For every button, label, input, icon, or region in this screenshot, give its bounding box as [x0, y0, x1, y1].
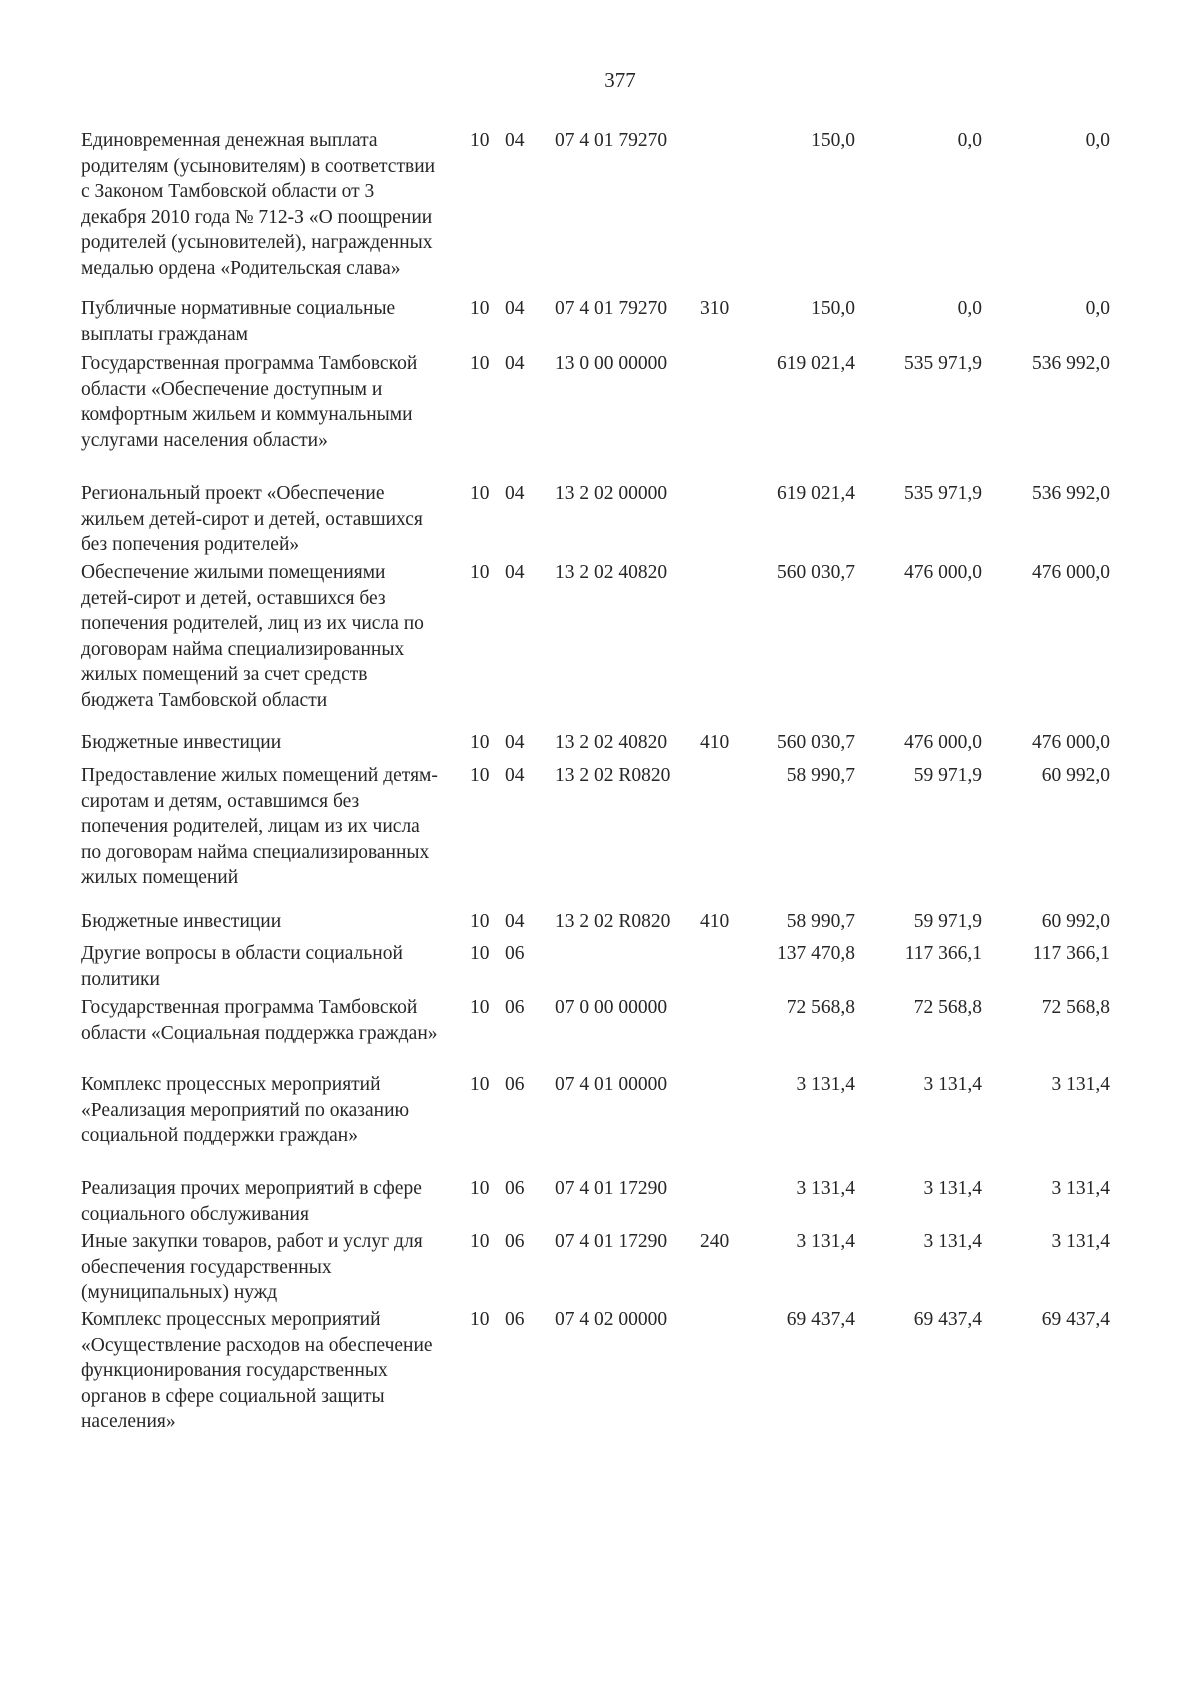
amount-year-3: 536 992,0: [1032, 483, 1110, 504]
subsection-code: 04: [505, 765, 525, 786]
subsection-code: 06: [505, 997, 525, 1018]
subsection-code: 06: [505, 1309, 525, 1330]
amount-year-2: 59 971,9: [913, 765, 982, 786]
row-description: Региональный проект «Обеспечение жильем детей-сирот и детей, оставшихся без попечения родителей»: [81, 483, 423, 555]
amount-year-3: 536 992,0: [1032, 353, 1110, 374]
subsection-code: 04: [505, 353, 525, 374]
target-article-code: 07 4 02 00000: [555, 1309, 668, 1330]
amount-year-2: 72 568,8: [913, 997, 982, 1018]
subsection-code: 04: [505, 911, 525, 932]
amount-year-2: 69 437,4: [913, 1309, 982, 1330]
section-code: 10: [470, 130, 490, 151]
expense-type-code: 410: [700, 732, 730, 753]
amount-year-1: 150,0: [811, 130, 855, 151]
amount-year-3: 476 000,0: [1032, 732, 1110, 753]
row-description: Государственная программа Тамбовской области «Социальная поддержка граждан»: [81, 997, 438, 1044]
amount-year-1: 619 021,4: [777, 353, 855, 374]
amount-year-2: 535 971,9: [904, 483, 982, 504]
section-code: 10: [470, 353, 490, 374]
section-code: 10: [470, 483, 490, 504]
section-code: 10: [470, 1231, 490, 1252]
subsection-code: 06: [505, 1231, 525, 1252]
row-description: Единовременная денежная выплата родителям (усыновителям) в соответствии с Законом Тамбовской области от 3 декабря 2010 года № 712-З «О поощрении родителей (усыновителей), награжденных медалью ордена «Родительская слава»: [81, 130, 436, 279]
target-article-code: 07 4 01 79270: [555, 130, 668, 151]
amount-year-2: 0,0: [957, 298, 982, 319]
amount-year-2: 3 131,4: [923, 1178, 982, 1199]
subsection-code: 06: [505, 943, 525, 964]
section-code: 10: [470, 1074, 490, 1095]
row-description: Другие вопросы в области социальной политики: [81, 943, 403, 990]
target-article-code: 13 2 02 00000: [555, 483, 668, 504]
amount-year-1: 3 131,4: [796, 1231, 855, 1252]
amount-year-3: 476 000,0: [1032, 562, 1110, 583]
target-article-code: 13 2 02 R0820: [555, 765, 671, 786]
row-description: Комплекс процессных мероприятий «Реализация мероприятий по оказанию социальной поддержки граждан»: [81, 1074, 410, 1146]
amount-year-3: 3 131,4: [1051, 1178, 1110, 1199]
target-article-code: 13 0 00 00000: [555, 353, 668, 374]
section-code: 10: [470, 298, 490, 319]
row-description: Бюджетные инвестиции: [81, 732, 282, 753]
amount-year-1: 560 030,7: [777, 562, 855, 583]
amount-year-1: 3 131,4: [796, 1074, 855, 1095]
amount-year-1: 619 021,4: [777, 483, 855, 504]
target-article-code: 13 2 02 R0820: [555, 911, 671, 932]
section-code: 10: [470, 765, 490, 786]
amount-year-3: 72 568,8: [1041, 997, 1110, 1018]
target-article-code: 07 4 01 17290: [555, 1231, 668, 1252]
subsection-code: 06: [505, 1178, 525, 1199]
amount-year-1: 3 131,4: [796, 1178, 855, 1199]
subsection-code: 04: [505, 732, 525, 753]
amount-year-1: 150,0: [811, 298, 855, 319]
target-article-code: 13 2 02 40820: [555, 562, 668, 583]
row-description: Комплекс процессных мероприятий «Осуществление расходов на обеспечение функционирования государственных органов в сфере социальной защиты населения»: [81, 1309, 433, 1432]
row-description: Предоставление жилых помещений детям-сиротам и детям, оставшимся без попечения родителей, лицам из их числа по договорам найма специализированных жилых помещений: [81, 765, 438, 888]
section-code: 10: [470, 1309, 490, 1330]
amount-year-3: 3 131,4: [1051, 1074, 1110, 1095]
row-description: Публичные нормативные социальные выплаты гражданам: [81, 298, 396, 345]
amount-year-1: 69 437,4: [786, 1309, 855, 1330]
section-code: 10: [470, 997, 490, 1018]
amount-year-2: 476 000,0: [904, 562, 982, 583]
row-description: Обеспечение жилыми помещениями детей-сирот и детей, оставшихся без попечения родителей, лиц из их числа по договорам найма специализированных жилых помещений за счет средств бюджета Тамбовской области: [81, 562, 424, 711]
amount-year-1: 58 990,7: [786, 765, 855, 786]
amount-year-1: 560 030,7: [777, 732, 855, 753]
amount-year-2: 3 131,4: [923, 1074, 982, 1095]
section-code: 10: [470, 1178, 490, 1199]
amount-year-3: 0,0: [1085, 298, 1110, 319]
subsection-code: 04: [505, 483, 525, 504]
row-description: Реализация прочих мероприятий в сфере социального обслуживания: [81, 1178, 422, 1225]
amount-year-1: 137 470,8: [777, 943, 855, 964]
amount-year-1: 58 990,7: [786, 911, 855, 932]
amount-year-2: 476 000,0: [904, 732, 982, 753]
row-description: Бюджетные инвестиции: [81, 911, 282, 932]
subsection-code: 04: [505, 562, 525, 583]
target-article-code: 07 4 01 17290: [555, 1178, 668, 1199]
row-description: Государственная программа Тамбовской области «Обеспечение доступным и комфортным жильем и коммунальными услугами населения области»: [81, 353, 418, 451]
target-article-code: 07 4 01 79270: [555, 298, 668, 319]
expense-type-code: 410: [700, 911, 730, 932]
amount-year-2: 0,0: [957, 130, 982, 151]
target-article-code: 07 0 00 00000: [555, 997, 668, 1018]
row-description: Иные закупки товаров, работ и услуг для обеспечения государственных (муниципальных) нужд: [81, 1231, 423, 1303]
amount-year-3: 117 366,1: [1032, 943, 1110, 964]
page-number: 377: [604, 68, 636, 92]
section-code: 10: [470, 943, 490, 964]
amount-year-3: 60 992,0: [1041, 911, 1110, 932]
section-code: 10: [470, 911, 490, 932]
target-article-code: 07 4 01 00000: [555, 1074, 668, 1095]
amount-year-2: 59 971,9: [913, 911, 982, 932]
amount-year-2: 117 366,1: [904, 943, 982, 964]
expense-type-code: 240: [700, 1231, 730, 1252]
amount-year-1: 72 568,8: [786, 997, 855, 1018]
amount-year-3: 0,0: [1085, 130, 1110, 151]
amount-year-3: 60 992,0: [1041, 765, 1110, 786]
subsection-code: 06: [505, 1074, 525, 1095]
expense-type-code: 310: [700, 298, 730, 319]
section-code: 10: [470, 732, 490, 753]
amount-year-2: 3 131,4: [923, 1231, 982, 1252]
amount-year-3: 3 131,4: [1051, 1231, 1110, 1252]
section-code: 10: [470, 562, 490, 583]
amount-year-3: 69 437,4: [1041, 1309, 1110, 1330]
subsection-code: 04: [505, 298, 525, 319]
subsection-code: 04: [505, 130, 525, 151]
target-article-code: 13 2 02 40820: [555, 732, 668, 753]
amount-year-2: 535 971,9: [904, 353, 982, 374]
